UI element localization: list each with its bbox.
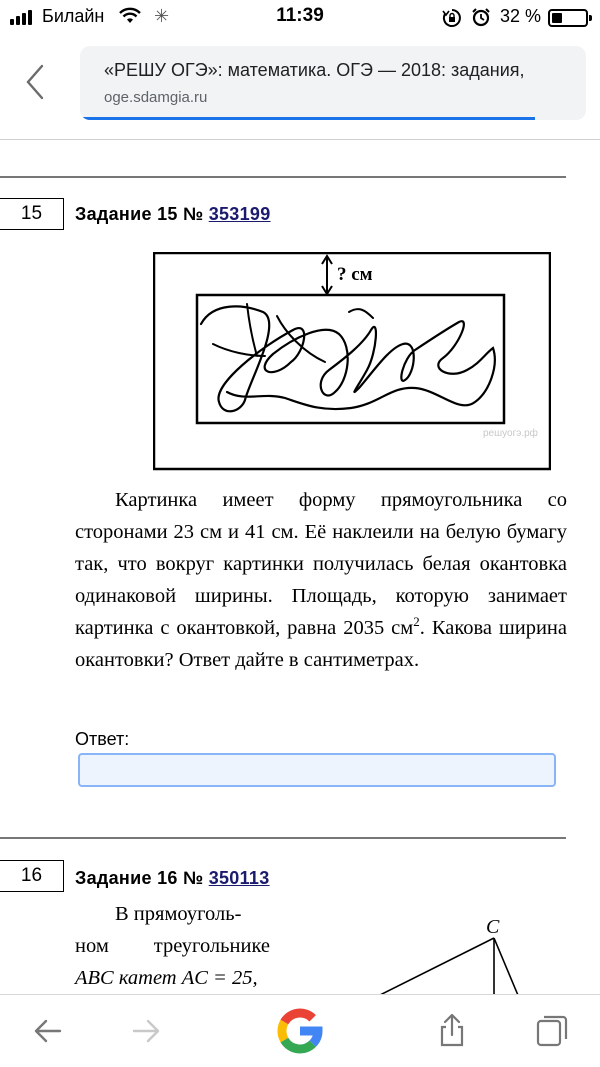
back-arrow-icon — [28, 1011, 68, 1051]
figure-label: ? см — [337, 264, 373, 285]
header-divider — [0, 139, 600, 140]
tabs-icon — [532, 1011, 572, 1051]
alarm-icon — [471, 7, 491, 32]
task-id-link[interactable]: 350113 — [208, 868, 270, 888]
task-title — [75, 204, 271, 225]
load-progress-bar — [80, 117, 535, 120]
problem-line: ном треугольнике — [75, 935, 270, 957]
answer-input[interactable] — [78, 753, 556, 787]
nav-forward-button[interactable] — [126, 1011, 166, 1051]
task-id-link[interactable]: 353199 — [208, 204, 271, 224]
share-icon — [432, 1011, 472, 1051]
carrier-name: Билайн — [42, 6, 105, 26]
page-url: oge.sdamgia.ru — [104, 89, 208, 106]
nav-back-button[interactable] — [28, 1011, 68, 1051]
vertex-label: C — [486, 916, 500, 938]
clock: 11:39 — [276, 5, 324, 26]
address-bar[interactable] — [80, 46, 586, 120]
page-title: «РЕШУ ОГЭ»: математика. ОГЭ — 2018: задания, — [104, 60, 574, 81]
problem-line: В прямоуголь- — [115, 903, 242, 925]
task-figure — [153, 252, 551, 472]
task-number: 16 — [0, 860, 64, 892]
problem-text — [75, 484, 567, 676]
back-button[interactable] — [18, 60, 58, 104]
task-title — [75, 868, 270, 889]
task-separator — [0, 176, 566, 178]
battery-icon — [548, 9, 588, 27]
bottom-toolbar — [0, 994, 600, 1067]
chevron-left-icon — [18, 60, 58, 104]
forward-arrow-icon — [126, 1011, 166, 1051]
rotation-lock-icon — [442, 8, 462, 33]
activity-spinner-icon: ✳ — [154, 6, 170, 26]
task-separator — [0, 837, 566, 839]
problem-text-superscript: 2 — [413, 614, 420, 630]
share-button[interactable] — [432, 1011, 472, 1051]
task-number: 15 — [0, 198, 64, 230]
problem-text-end: . Какова ширина окантовки? Ответ дайте в сантиметрах. — [75, 617, 567, 671]
tabs-button[interactable] — [532, 1011, 572, 1051]
triangle-figure — [360, 914, 560, 1004]
status-bar — [0, 0, 600, 36]
problem-text-main: Картинка имеет форму прямоугольника со сторонами 23 см и 41 см. Её наклеили на белую бумагу так, что вокруг картинки получилась белая окантовка одинаковой ширины. Площадь, которую занимает картинка с окантовкой, равна 2035 см — [75, 489, 567, 639]
figure-watermark: решуогэ.рф — [483, 428, 538, 439]
answer-label: Ответ: — [75, 729, 130, 749]
battery-percent: 32 % — [500, 6, 542, 26]
task-title-prefix: Задание 15 № — [75, 204, 204, 224]
problem-line: ABC катет AC = 25, — [75, 967, 258, 989]
google-icon — [276, 1007, 324, 1055]
google-button[interactable] — [276, 1007, 324, 1055]
task-title-prefix: Задание 16 № — [75, 868, 204, 888]
